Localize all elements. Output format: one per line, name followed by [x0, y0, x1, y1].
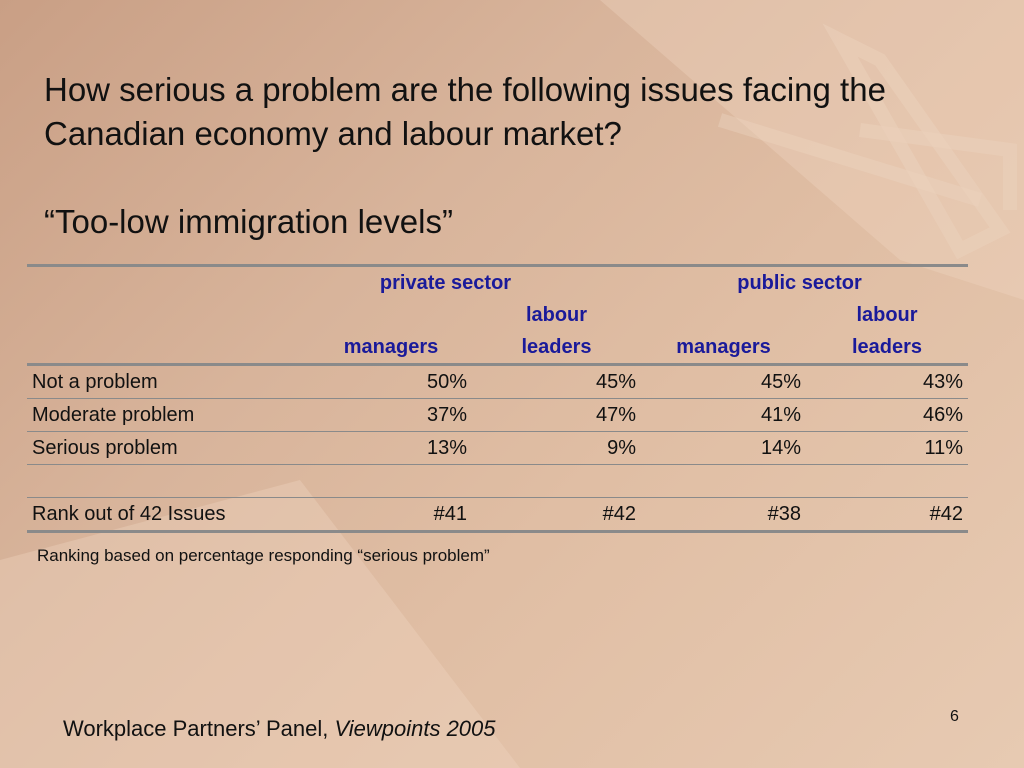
spacer-row [27, 465, 968, 498]
footnote: Ranking based on percentage responding “serious problem” [37, 546, 490, 565]
col-header-public-leaders: leaders [806, 331, 968, 365]
table-cell: 13% [310, 432, 472, 465]
table-cell: #41 [310, 498, 472, 532]
table-cell: 50% [310, 365, 472, 399]
header-row-groups [27, 266, 968, 300]
rank-row [27, 498, 968, 532]
row-label: Not a problem [27, 365, 310, 399]
col-header-labour-1: labour [525, 303, 588, 326]
group-header-public: public sector [737, 271, 862, 294]
table-cell: 46% [806, 399, 968, 432]
col-header-public-managers: managers [641, 331, 806, 365]
table-cell: 9% [472, 432, 641, 465]
table-cell: 41% [641, 399, 806, 432]
group-header-private: private sector [379, 271, 512, 294]
col-header-labour-2: labour [856, 303, 918, 326]
table-cell: 43% [806, 365, 968, 399]
table-cell: #42 [806, 498, 968, 532]
page-number: 6 [950, 708, 959, 725]
col-header-private-managers: managers [310, 331, 472, 365]
table-row [27, 432, 968, 465]
header-row-labour [27, 299, 968, 331]
row-label: Moderate problem [27, 399, 310, 432]
source-citation [63, 716, 496, 742]
col-header-private-leaders: leaders [472, 331, 641, 365]
source-title: Viewpoints 2005 [334, 716, 496, 741]
slide-subtitle: “Too-low immigration levels” [44, 203, 453, 240]
table-row [27, 365, 968, 399]
row-label: Rank out of 42 Issues [27, 498, 310, 532]
results-table [27, 264, 968, 533]
table-cell: 11% [806, 432, 968, 465]
table-row [27, 399, 968, 432]
table-cell: #42 [472, 498, 641, 532]
header-row-columns [27, 331, 968, 365]
source-prefix: Workplace Partners’ Panel, [63, 716, 329, 741]
row-label: Serious problem [27, 432, 310, 465]
slide-title: How serious a problem are the following issues facing the Canadian economy and labour market? [44, 71, 886, 152]
table-cell: 37% [310, 399, 472, 432]
table-cell: 45% [641, 365, 806, 399]
table-cell: #38 [641, 498, 806, 532]
table-cell: 14% [641, 432, 806, 465]
table-cell: 45% [472, 365, 641, 399]
table-cell: 47% [472, 399, 641, 432]
